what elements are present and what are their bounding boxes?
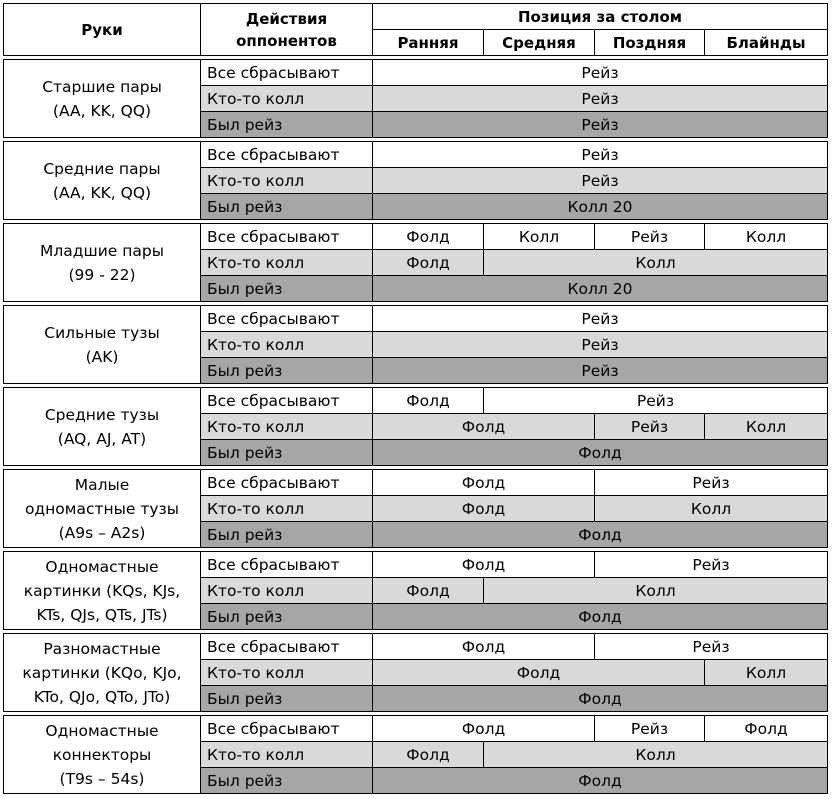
decision-cell: Колл <box>595 496 828 522</box>
hand-group-label: Средние пары <box>43 159 161 178</box>
hand-group-label: (AQ, AJ, AT) <box>57 429 147 448</box>
opponent-action-cell: Кто-то колл <box>201 578 373 604</box>
opponent-action-cell: Был рейз <box>201 276 373 302</box>
opponent-action-cell: Кто-то колл <box>201 660 373 686</box>
table-row <box>4 224 828 250</box>
decision-cell: Фолд <box>373 768 828 794</box>
decision-cell: Рейз <box>373 112 828 138</box>
decision-cell: Фолд <box>373 414 595 440</box>
preflop-strategy-table <box>3 3 828 794</box>
decision-cell: Рейз <box>373 60 828 86</box>
decision-cell: Рейз <box>595 224 705 250</box>
decision-cell: Колл 20 <box>373 276 828 302</box>
decision-cell: Рейз <box>595 634 828 660</box>
table-header <box>4 4 828 56</box>
hand-group-label: коннекторы <box>52 745 152 764</box>
hand-group-cell <box>4 224 201 302</box>
decision-cell: Фолд <box>373 224 484 250</box>
hand-group-label: Малые <box>74 475 130 494</box>
opponent-action-cell: Все сбрасывают <box>201 716 373 742</box>
hand-group-label: Сильные тузы <box>44 323 160 342</box>
opponent-action-cell: Был рейз <box>201 686 373 712</box>
decision-cell: Фолд <box>373 470 595 496</box>
opponent-action-cell: Был рейз <box>201 440 373 466</box>
decision-cell: Фолд <box>373 522 828 548</box>
opponent-action-cell: Все сбрасывают <box>201 634 373 660</box>
opponent-action-cell: Был рейз <box>201 768 373 794</box>
opponent-action-cell: Кто-то колл <box>201 496 373 522</box>
opponent-action-cell: Кто-то колл <box>201 742 373 768</box>
table-body <box>4 56 828 794</box>
hand-group-cell <box>4 142 201 220</box>
decision-cell: Колл <box>484 742 828 768</box>
hand-group-label: (AK) <box>85 347 119 366</box>
decision-cell: Фолд <box>373 660 705 686</box>
decision-cell: Фолд <box>373 604 828 630</box>
hand-group-cell <box>4 60 201 138</box>
strategy-table-wrapper <box>3 3 828 794</box>
decision-cell: Рейз <box>484 388 828 414</box>
decision-cell: Фолд <box>373 686 828 712</box>
opponent-action-cell: Все сбрасывают <box>201 552 373 578</box>
table-row <box>4 142 828 168</box>
decision-cell: Колл 20 <box>373 194 828 220</box>
opponent-action-cell: Все сбрасывают <box>201 224 373 250</box>
hand-group-label: KTs, QJs, QTs, JTs) <box>36 605 168 624</box>
opponent-action-cell: Все сбрасывают <box>201 388 373 414</box>
hand-group-label: (99 - 22) <box>68 265 136 284</box>
decision-cell: Колл <box>705 224 828 250</box>
table-row <box>4 552 828 578</box>
header-hands: Руки <box>4 4 201 56</box>
opponent-action-cell: Кто-то колл <box>201 168 373 194</box>
decision-cell: Фолд <box>373 440 828 466</box>
hand-group-label: Средние тузы <box>44 405 160 424</box>
decision-cell: Рейз <box>373 358 828 384</box>
opponent-action-cell: Был рейз <box>201 604 373 630</box>
header-position-blinds: Блайнды <box>705 30 828 56</box>
header-position-late: Поздняя <box>595 30 705 56</box>
opponent-action-cell: Все сбрасывают <box>201 470 373 496</box>
hand-group-label: Младшие пары <box>40 241 164 260</box>
opponent-action-cell: Все сбрасывают <box>201 142 373 168</box>
decision-cell: Колл <box>484 250 828 276</box>
decision-cell: Рейз <box>373 306 828 332</box>
header-position: Позиция за столом <box>373 4 828 30</box>
hand-group-label: (A9s – A2s) <box>58 523 146 542</box>
hand-group-label: Одномастные <box>45 557 159 576</box>
table-row <box>4 306 828 332</box>
decision-cell: Колл <box>705 414 828 440</box>
opponent-action-cell: Кто-то колл <box>201 250 373 276</box>
table-row <box>4 716 828 742</box>
opponent-action-cell: Был рейз <box>201 358 373 384</box>
hand-group-cell <box>4 634 201 712</box>
decision-cell: Фолд <box>373 716 595 742</box>
opponent-action-cell: Все сбрасывают <box>201 60 373 86</box>
decision-cell: Рейз <box>595 414 705 440</box>
hand-group-cell <box>4 388 201 466</box>
decision-cell: Рейз <box>373 142 828 168</box>
decision-cell: Колл <box>705 660 828 686</box>
header-actions <box>201 4 373 56</box>
opponent-action-cell: Кто-то колл <box>201 414 373 440</box>
hand-group-label: (AA, KK, QQ) <box>52 101 152 120</box>
decision-cell: Фолд <box>373 578 484 604</box>
opponent-action-cell: Был рейз <box>201 194 373 220</box>
header-actions-label: Действия оппонентов <box>236 9 337 50</box>
decision-cell: Фолд <box>373 552 595 578</box>
table-row <box>4 634 828 660</box>
decision-cell: Фолд <box>373 496 595 522</box>
decision-cell: Фолд <box>373 250 484 276</box>
opponent-action-cell: Все сбрасывают <box>201 306 373 332</box>
hand-group-label: (AA, KK, QQ) <box>52 183 152 202</box>
decision-cell: Фолд <box>373 388 484 414</box>
hand-group-cell <box>4 716 201 794</box>
hand-group-cell <box>4 552 201 630</box>
hand-group-label: картинки (KQs, KJs, <box>23 581 181 600</box>
hand-group-cell <box>4 470 201 548</box>
table-row <box>4 470 828 496</box>
hand-group-label: Разномастные <box>43 639 161 658</box>
hand-group-label: одномастные тузы <box>24 499 180 518</box>
hand-group-label: (T9s – 54s) <box>59 769 145 788</box>
decision-cell: Фолд <box>705 716 828 742</box>
decision-cell: Рейз <box>373 168 828 194</box>
decision-cell: Рейз <box>373 332 828 358</box>
header-position-early: Ранняя <box>373 30 484 56</box>
header-position-middle: Средняя <box>484 30 595 56</box>
opponent-action-cell: Кто-то колл <box>201 332 373 358</box>
hand-group-label: Старшие пары <box>42 77 162 96</box>
hand-group-label: KTo, QJo, QTo, JTo) <box>33 687 171 706</box>
decision-cell: Фолд <box>373 634 595 660</box>
decision-cell: Рейз <box>595 552 828 578</box>
hand-group-label: Одномастные <box>45 721 159 740</box>
decision-cell: Рейз <box>595 470 828 496</box>
opponent-action-cell: Кто-то колл <box>201 86 373 112</box>
decision-cell: Колл <box>484 578 828 604</box>
hand-group-label: картинки (KQo, KJo, <box>22 663 182 682</box>
decision-cell: Рейз <box>373 86 828 112</box>
decision-cell: Фолд <box>373 742 484 768</box>
decision-cell: Рейз <box>595 716 705 742</box>
hand-group-cell <box>4 306 201 384</box>
decision-cell: Колл <box>484 224 595 250</box>
opponent-action-cell: Был рейз <box>201 522 373 548</box>
opponent-action-cell: Был рейз <box>201 112 373 138</box>
table-row <box>4 60 828 86</box>
table-row <box>4 388 828 414</box>
